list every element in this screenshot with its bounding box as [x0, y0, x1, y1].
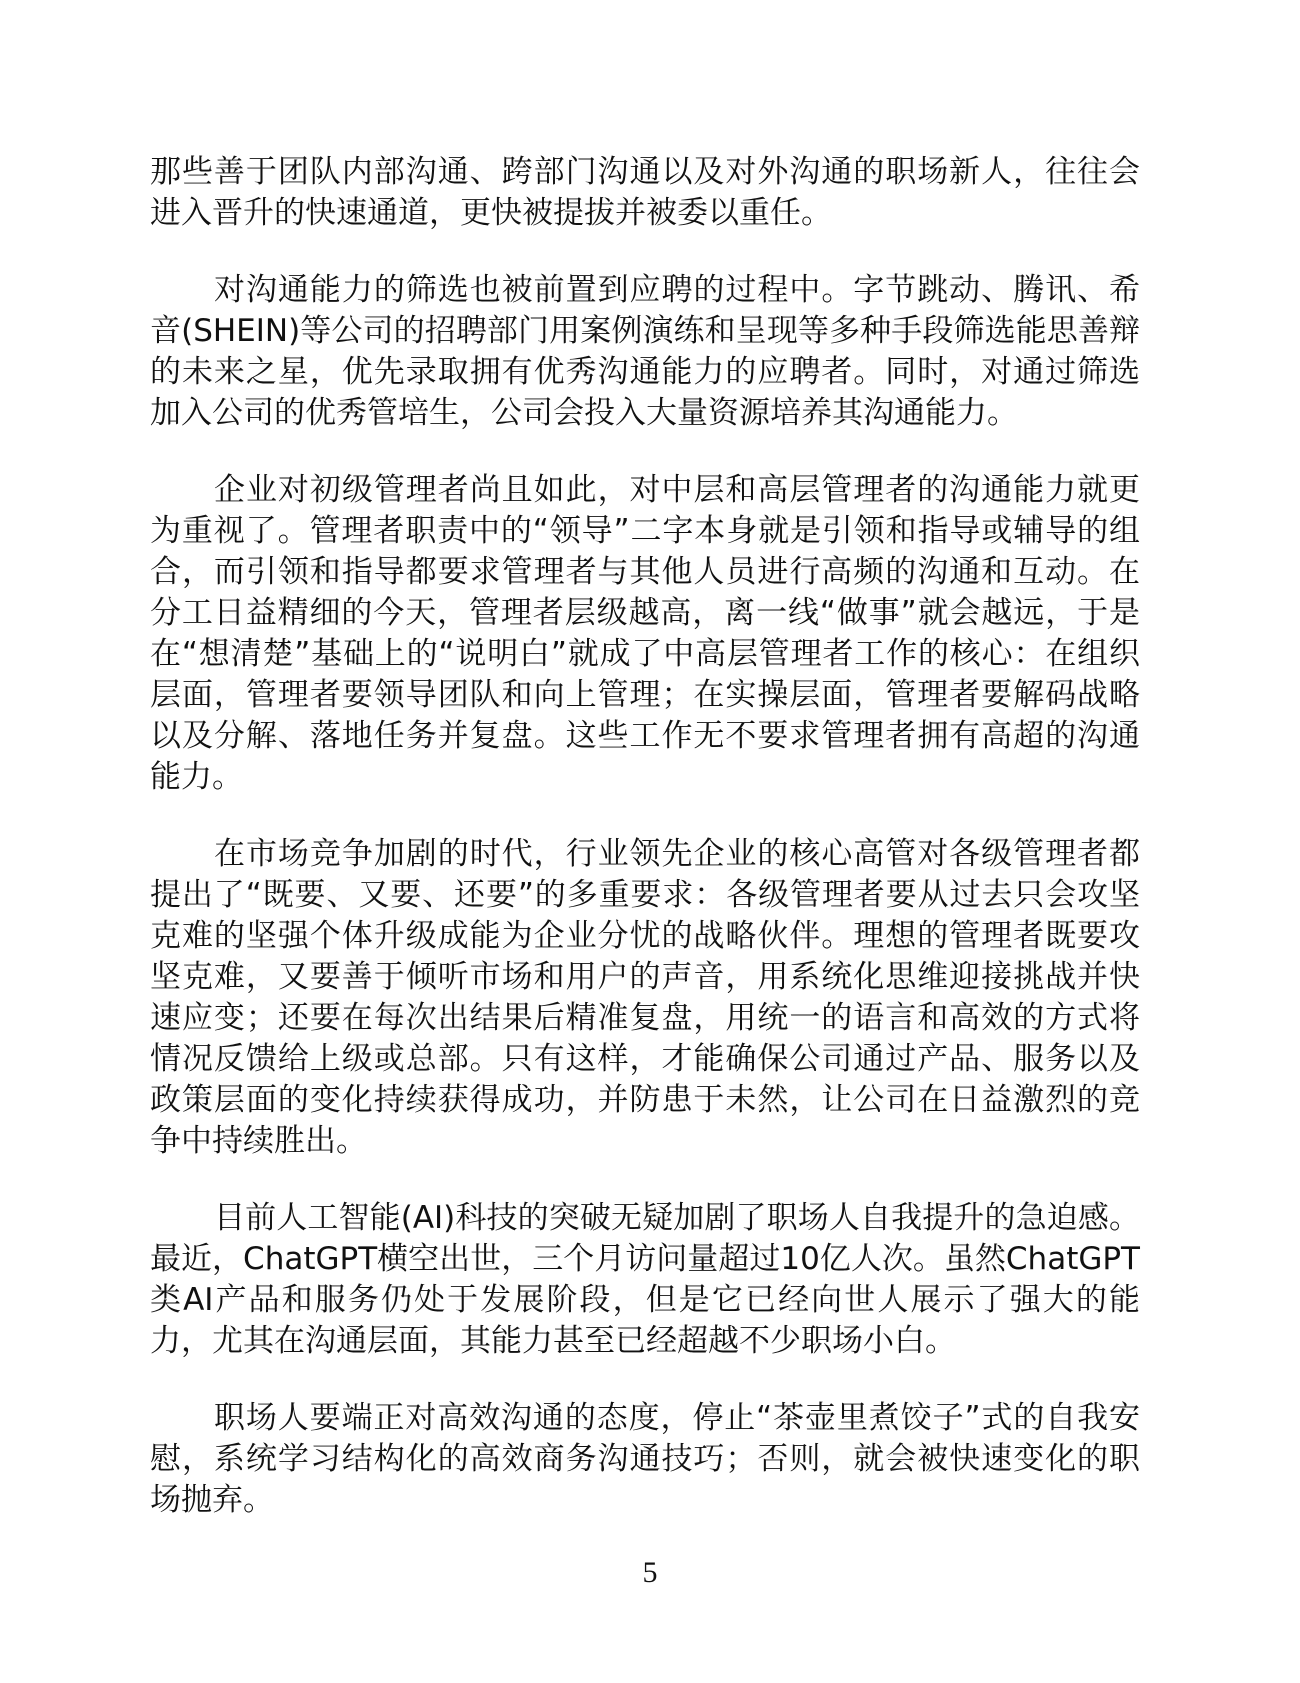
paragraph-5: 目前人工智能(AI)科技的突破无疑加剧了职场人自我提升的急迫感。最近，ChatGPT横空出世，三个月访问量超过10亿人次。虽然ChatGPT类AI产品和服务仍处于发展阶段，但是它已经向世人展示了强大的能力，尤其在沟通层面，其能力甚至已经超越不少职场小白。 — [150, 1200, 1140, 1359]
paragraph-4: 在市场竞争加剧的时代，行业领先企业的核心高管对各级管理者都提出了“既要、又要、还要”的多重要求：各级管理者要从过去只会攻坚克难的坚强个体升级成能为企业分忧的战略伙伴。理想的管理者既要攻坚克难，又要善于倾听市场和用户的声音，用系统化思维迎接挑战并快速应变；还要在每次出结果后精准复盘，用统一的语言和高效的方式将情况反馈给上级或总部。只有这样，才能确保公司通过产品、服务以及政策层面的变化持续获得成功，并防患于未然，让公司在日益激烈的竞争中持续胜出。 — [150, 836, 1140, 1159]
body-text — [150, 152, 1140, 1557]
paragraph-6: 职场人要端正对高效沟通的态度，停止“茶壶里煮饺子”式的自我安慰，系统学习结构化的高效商务沟通技巧；否则，就会被快速变化的职场抛弃。 — [150, 1400, 1140, 1518]
page-number: 5 — [642, 1556, 658, 1589]
paragraph-1: 那些善于团队内部沟通、跨部门沟通以及对外沟通的职场新人，往往会进入晋升的快速通道，更快被提拔并被委以重任。 — [150, 154, 1140, 231]
paragraph-3: 企业对初级管理者尚且如此，对中层和高层管理者的沟通能力就更为重视了。管理者职责中的“领导”二字本身就是引领和指导或辅导的组合，而引领和指导都要求管理者与其他人员进行高频的沟通和互动。在分工日益精细的今天，管理者层级越高，离一线“做事”就会越远，于是在“想清楚”基础上的“说明白”就成了中高层管理者工作的核心：在组织层面，管理者要领导团队和向上管理；在实操层面，管理者要解码战略以及分解、落地任务并复盘。这些工作无不要求管理者拥有高超的沟通能力。 — [150, 472, 1140, 795]
paragraph-2: 对沟通能力的筛选也被前置到应聘的过程中。字节跳动、腾讯、希音(SHEIN)等公司的招聘部门用案例演练和呈现等多种手段筛选能思善辩的未来之星，优先录取拥有优秀沟通能力的应聘者。同时，对通过筛选加入公司的优秀管培生，公司会投入大量资源培养其沟通能力。 — [150, 272, 1140, 431]
